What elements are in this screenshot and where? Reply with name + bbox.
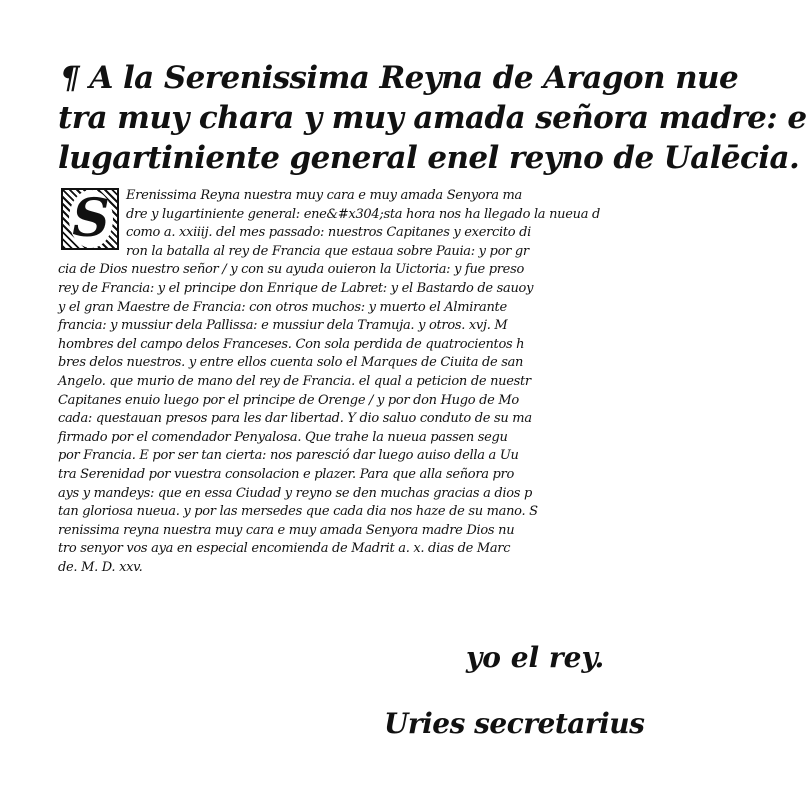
- body-line: de. M. D. xxv.: [58, 559, 143, 575]
- body-line: como a. xxiiij. del mes passado: nuestros Capitanes y exercito di: [126, 225, 532, 241]
- body-line: Erenissima Reyna nuestra muy cara e muy amada Senyora ma: [126, 188, 523, 203]
- heading-line: tra muy chara y muy amada señora madre: e: [58, 100, 806, 136]
- body-line: dre y lugartiniente general: ene&#x304;sta hora nos ha llegado la nueua d: [126, 206, 600, 222]
- body-line: cada: questauan presos para les dar libertad. Y dio saluo conduto de su ma: [58, 411, 532, 427]
- body-line: y el gran Maestre de Francia: con otros muchos: y muerto el Almirante: [58, 299, 507, 315]
- heading-line: lugartiniente general enel reyno de Ualēcia.: [58, 140, 800, 176]
- body-line: renissima reyna nuestra muy cara e muy amada Senyora madre Dios nu: [58, 522, 515, 538]
- heading-line: ¶ A la Serenissima Reyna de Aragon nue: [60, 60, 739, 96]
- body-line: rey de Francia: y el principe don Enrique de Labret: y el Bastardo de sauoy: [58, 280, 534, 296]
- body-line: bres delos nuestros. y entre ellos cuenta solo el Marques de Ciuita de san: [58, 355, 524, 371]
- body-line: Angelo. que murio de mano del rey de Francia. el qual a peticion de nuestr: [58, 373, 531, 389]
- body-line: cia de Dios nuestro señor / y con su ayuda ouieron la Uictoria: y fue preso: [58, 262, 524, 278]
- letter-heading: [58, 58, 806, 178]
- body-line: tro senyor vos aya en especial encomienda de Madrit a. x. dias de Marc: [58, 541, 511, 557]
- letter-body: [58, 187, 628, 577]
- body-line: Capitanes enuio luego por el principe de Orenge / y por don Hugo de Mo: [58, 392, 519, 408]
- body-line: tra Serenidad por vuestra consolacion e plazer. Para que alla señora pro: [58, 466, 514, 482]
- body-line: francia: y mussiur dela Pallissa: e mussiur dela Tramuja. y otros. xvj. M: [58, 318, 508, 334]
- signature-secretary: Uries secretarius: [384, 707, 645, 740]
- body-line: tan gloriosa nueua. y por las mersedes que cada dia nos haze de su mano. S: [58, 504, 538, 520]
- body-line: hombres del campo delos Franceses. Con sola perdida de quatrocientos h: [58, 336, 525, 352]
- body-line: firmado por el comendador Penyalosa. Que trahe la nueua passen segu: [58, 429, 508, 445]
- initial-letter: S: [69, 190, 113, 248]
- body-line: por Francia. E por ser tan cierta: nos paresció dar luego auiso della a Uu: [58, 448, 519, 464]
- body-line: ron la batalla al rey de Francia que estaua sobre Pauia: y por gr: [126, 243, 529, 259]
- signature-king: yo el rey.: [466, 641, 605, 674]
- body-line: ays y mandeys: que en essa Ciudad y reyno se den muchas gracias a dios p: [58, 485, 532, 501]
